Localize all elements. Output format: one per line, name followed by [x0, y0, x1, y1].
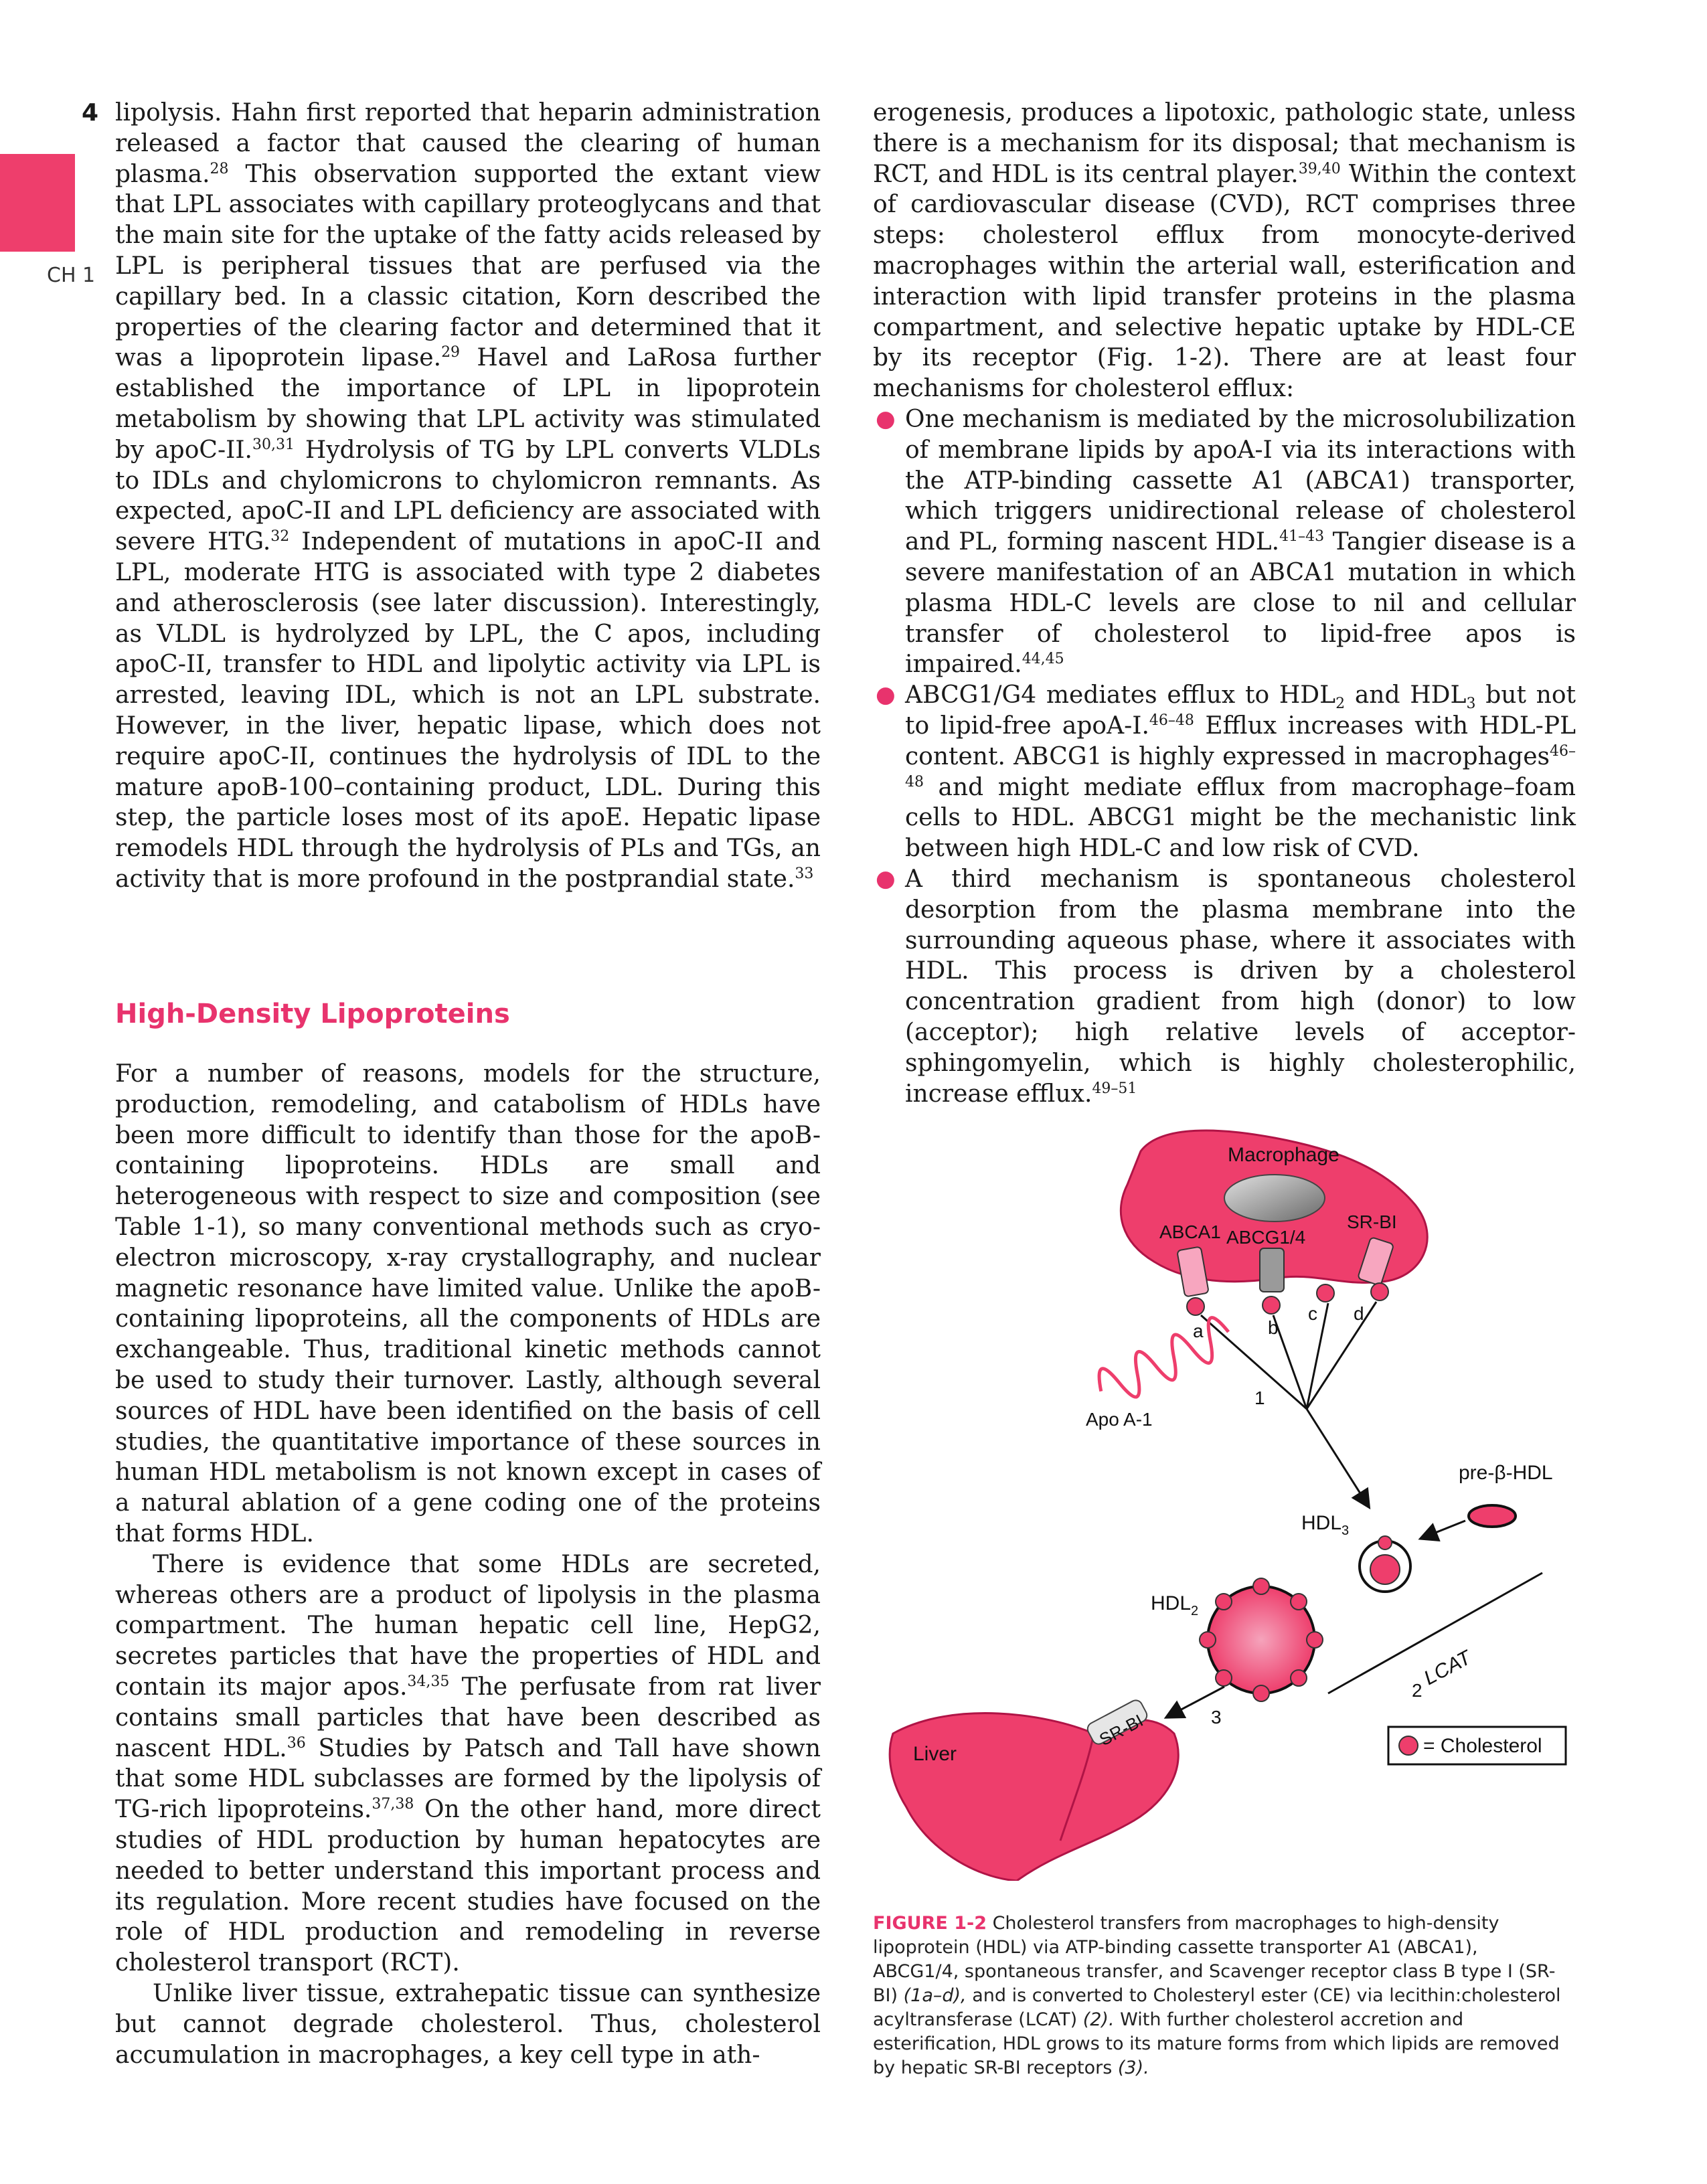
hdl2-label: $HDL_2$ [1151, 1592, 1199, 1618]
figure-caption: FIGURE 1-2 Cholesterol transfers from macrophages to high-density lipoprotein (HDL) via ATP-binding cassette transporter A1 (ABCA1), ABCG1/4, spontaneous transfer, and Scavenger receptor class B type I (SR-BI) (1a–d), and is converted to Cholesteryl ester (CE) via lecithin:cholesterol acyltransferase (LCAT) (2). With further cholesterol accretion and esterification, HDL grows to its mature forms from which lipids are removed by hepatic SR-BI receptors (3). [873, 1913, 1561, 2078]
right-column [873, 98, 1576, 1109]
hdl-section-body [115, 1059, 821, 2070]
abca1-label: ABCA1 [1159, 1222, 1221, 1242]
hdl3-label: $HDL_3$ [1301, 1512, 1350, 1538]
paragraph-secreted: There is evidence that some HDLs are secreted, whereas others are a product of lipolysis in the plasma compartment. The human hepatic cell line, HepG2, secretes particles that have the properties of HDL and contain its major apos.$^{34,35}$ The perfusate from rat liver contains small particles that have been described as nascent HDL.$^{36}$ Studies by Patsch and Tall have shown that some HDL subclasses are formed by the lipolysis of TG-rich lipoproteins.$^{37,38}$ On the other hand, more direct studies of HDL production by human hepatocytes are needed to better understand this important process and its regulation. More recent studies have focused on the role of HDL production and remodeling in reverse cholesterol transport (RCT). [115, 1550, 821, 1977]
pre-beta-hdl-label: pre-β-HDL [1459, 1462, 1553, 1484]
bullet-icon: ● [876, 681, 896, 709]
figure-label: FIGURE 1-2 [873, 1913, 987, 1934]
label-d: d [1354, 1303, 1364, 1324]
paragraph-models: For a number of reasons, models for the structure, production, remodeling, and catabolism of HDLs have been more difficult to identify than those for the apoB-containing lipoproteins. HDLs are small and heterogeneous with respect to size and composition (see Table 1-1), so many conventional methods such as cryo-electron microscopy, x-ray crystallography, and nuclear magnetic resonance have limited value. Unlike the apoB-containing lipoproteins, all the components of HDLs are exchangeable. Thus, traditional kinetic methods cannot be used to study their turnover. Lastly, although several sources of HDL have been identified on the basis of cell studies, the quantitative importance of these sources in human HDL metabolism is not known except in cases of a natural ablation of a gene coding one of the proteins that forms HDL. [115, 1060, 821, 1547]
label-3: 3 [1211, 1707, 1222, 1728]
list-item: ● One mechanism is mediated by the microsolubilization of membrane lipids by apoA-I via its interactions with the ATP-binding cassette A1 (ABCA1) transporter, which triggers unidirectional release of cholesterol and PL, forming nascent HDL.$^{41-43}$ Tangier disease is a severe manifestation of an ABCA1 mutation in which plasma HDL-C levels are close to nil and cellular transfer of cholesterol to lipid-free apos is impaired.$^{44,45}$ [876, 405, 1576, 679]
pre-beta-arrow [1422, 1521, 1465, 1538]
macrophage-label: Macrophage [1228, 1144, 1339, 1166]
abcg14-label: ABCG1/4 [1226, 1227, 1306, 1248]
apoa1-label: Apo A-1 [1086, 1409, 1153, 1430]
hdl3-core [1370, 1555, 1400, 1584]
figure-rct-diagram [873, 1111, 1576, 1881]
efflux-mechanisms-list [873, 404, 1576, 1109]
liver-label: Liver [913, 1743, 957, 1765]
cholesterol-dot-a [1187, 1298, 1204, 1315]
abcg14-transporter [1260, 1248, 1284, 1292]
label-2: 2 [1412, 1680, 1422, 1701]
label-b: b [1268, 1317, 1279, 1338]
chapter-tab [0, 154, 75, 252]
cholesterol-dot-c [1317, 1284, 1334, 1302]
cholesterol-dot-b [1263, 1296, 1280, 1314]
list-item: ● ABCG1/G4 mediates efflux to $HDL_2$ and $HDL_3$ but not to lipid-free apoA-I.$^{46-48}$ Efflux increases with HDL-PL content. ABCG1 is highly expressed in macrophages$^{46-48}$ and might mediate efflux from macrophage–foam cells to HDL. ABCG1 might be the mechanistic link between high HDL-C and low risk of CVD. [876, 681, 1576, 863]
legend-cholesterol-icon [1399, 1736, 1418, 1755]
section-heading: High-Density Lipoproteins [115, 999, 510, 1029]
legend-text: = Cholesterol [1423, 1735, 1542, 1757]
label-1: 1 [1254, 1388, 1265, 1408]
left-column [115, 98, 821, 895]
bullet-icon: ● [876, 865, 896, 892]
label-a: a [1193, 1321, 1204, 1341]
paragraph-rct: erogenesis, produces a lipotoxic, pathologic state, unless there is a mechanism for its disposal; that mechanism is RCT, and HDL is its central player.$^{39,40}$ Within the context of cardiovascular disease (CVD), RCT comprises three steps: cholesterol efflux from monocyte-derived macrophages within the arterial wall, esterification and interaction with lipid transfer proteins in the plasma compartment, and selective hepatic uptake by HDL-CE by its receptor (Fig. 1-2). There are at least four mechanisms for cholesterol efflux: [873, 99, 1576, 403]
page-number: 4 [82, 99, 99, 127]
liver-organ [890, 1713, 1178, 1881]
paragraph-lipolysis: lipolysis. Hahn first reported that heparin administration released a factor that caused the clearing of human plasma.$^{28}$ This observation supported the extant view that LPL associates with capillary proteoglycans and that the main site for the uptake of the fatty acids released by LPL is peripheral tissues that are perfused via the capillary bed. In a classic citation, Korn described the properties of the clearing factor and determined that it was a lipoprotein lipase.$^{29}$ Havel and LaRosa further established the importance of LPL in lipoprotein metabolism by showing that LPL activity was stimulated by apoC-II.$^{30,31}$ Hydrolysis of TG by LPL converts VLDLs to IDLs and chylomicrons to chylomicron remnants. As expected, apoC-II and LPL deficiency are associated with severe HTG.$^{32}$ Independent of mutations in apoC-II and LPL, moderate HTG is associated with type 2 diabetes and atherosclerosis (see later discussion). Interestingly, as VLDL is hydrolyzed by LPL, the C apos, including apoC-II, transfer to HDL and lipolytic activity via LPL is arrested, leaving IDL, which is not an LPL substrate. However, in the liver, hepatic lipase, which does not require apoC-II, continues the hydrolysis of IDL to the mature apoB-100–containing product, LDL. During this step, the particle loses most of its apoE. Hepatic lipase remodels HDL through the hydrolysis of PLs and TGs, an activity that is more profound in the postprandial state.$^{33}$ [115, 99, 821, 893]
paragraph-extrahepatic: Unlike liver tissue, extrahepatic tissue can synthesize but cannot degrade cholesterol. Thus, cholesterol accumulation in macrophages, a key cell type in ath- [115, 1979, 821, 2069]
hdl3-cholesterol [1378, 1536, 1392, 1549]
bullet-icon: ● [876, 405, 896, 432]
srbi-label: SR-BI [1347, 1211, 1397, 1232]
chapter-label: CH 1 [47, 264, 96, 287]
list-item: ● A third mechanism is spontaneous cholesterol desorption from the plasma membrane into the surrounding aqueous phase, where it associates with HDL. This process is driven by a cholesterol concentration gradient from high (donor) to low (acceptor); high relative levels of acceptor-sphingomyelin, which is highly cholesterophilic, increase efflux.$^{49-51}$ [876, 865, 1576, 1108]
lcat-label: LCAT [1420, 1647, 1475, 1690]
cholesterol-dot-d [1371, 1283, 1388, 1300]
liver-srbi-label: SR-BI [1096, 1710, 1147, 1750]
pre-beta-hdl-particle [1469, 1505, 1516, 1527]
label-c: c [1308, 1303, 1317, 1324]
nucleus-icon [1224, 1175, 1325, 1222]
